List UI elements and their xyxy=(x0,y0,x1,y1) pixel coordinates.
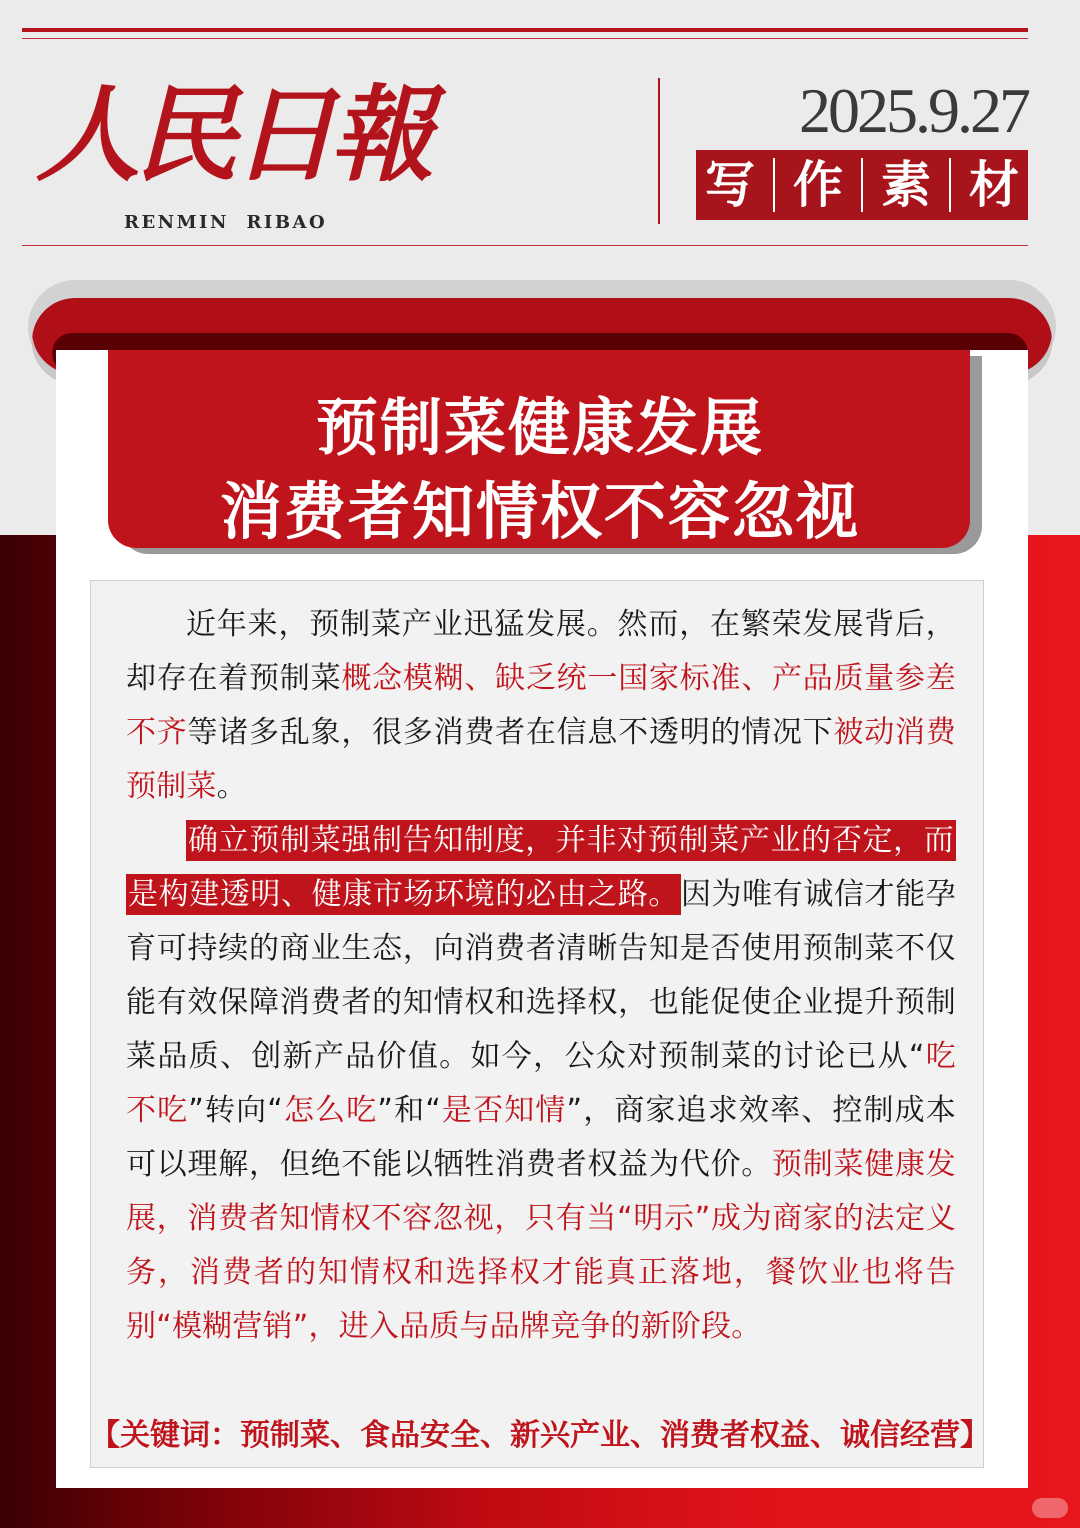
body-text-run: 近年来，预制菜产业迅猛发展。然而，在繁荣发展背后，却存在着预制菜 xyxy=(126,607,956,696)
body-text-run: 等诸多乱象，很多消费者在信息不透明的情况下 xyxy=(187,715,834,750)
title-line-1: 预制菜健康发展 xyxy=(315,391,764,464)
keywords-line: 【关键词：预制菜、食品安全、新兴产业、消费者权益、诚信经营】 xyxy=(90,1418,990,1453)
issue-date: 2025.9.27 xyxy=(799,75,1028,146)
tag-separator xyxy=(949,158,951,212)
emphasis-text: 是否知情 xyxy=(440,1093,567,1128)
tag-separator xyxy=(773,158,775,212)
emphasis-text: 概念模糊、缺乏统一国家标准、产品质量参差不齐 xyxy=(126,661,957,750)
body-text-run: 。 xyxy=(216,769,247,804)
masthead-pinyin: RENMIN RIBAO xyxy=(124,212,328,233)
body-text-run: ”，商家追求效率、控制成本可以理解，但绝不能以牺牲消费者权益为代价。 xyxy=(126,1093,956,1182)
tag-separator xyxy=(861,158,863,212)
emphasis-text: 被动消费预制菜 xyxy=(126,715,956,804)
title-line-2: 消费者知情权不容忽视 xyxy=(219,475,860,548)
top-rule-thick xyxy=(22,28,1028,32)
tag-char: 写 xyxy=(705,156,755,214)
tag-char: 素 xyxy=(881,156,931,214)
masthead-logo: 人民日報 xyxy=(36,73,429,196)
article-body xyxy=(126,598,956,1354)
body-text-run: ”和“ xyxy=(377,1093,441,1128)
paragraph-2 xyxy=(126,814,956,1354)
tag-char: 材 xyxy=(969,156,1019,214)
top-rule-thin xyxy=(22,38,1028,39)
watermark-badge xyxy=(1032,1498,1068,1518)
emphasis-text: 预制菜健康发展，消费者知情权不容忽视，只有当“明示”成为商家的法定义务，消费者的知情权和选择权才能真正落地，餐饮业也将告别“模糊营销”，进入品质与品牌竞争的新阶段。 xyxy=(126,1147,957,1344)
emphasis-text: 吃不吃 xyxy=(126,1039,956,1128)
body-text-run: 因为唯有诚信才能孕育可持续的商业生态，向消费者清晰告知是否使用预制菜不仅能有效保障消费者的知情权和选择权，也能促使企业提升预制菜品质、创新产品价值。如今，公众对预制菜的讨论已从“ xyxy=(126,877,956,1074)
tag-char: 作 xyxy=(793,156,843,214)
writing-material-tag xyxy=(696,150,1028,220)
paragraph-1 xyxy=(126,598,956,814)
body-text-run: ”转向“ xyxy=(188,1093,284,1128)
emphasis-text: 怎么吃 xyxy=(283,1093,378,1128)
header-divider xyxy=(658,78,660,224)
highlighted-text: 确立预制菜强制告知制度，并非对预制菜产业的否定，而是构建透明、健康市场环境的必由之路。 xyxy=(126,820,956,915)
header-bottom-rule xyxy=(22,245,1028,246)
